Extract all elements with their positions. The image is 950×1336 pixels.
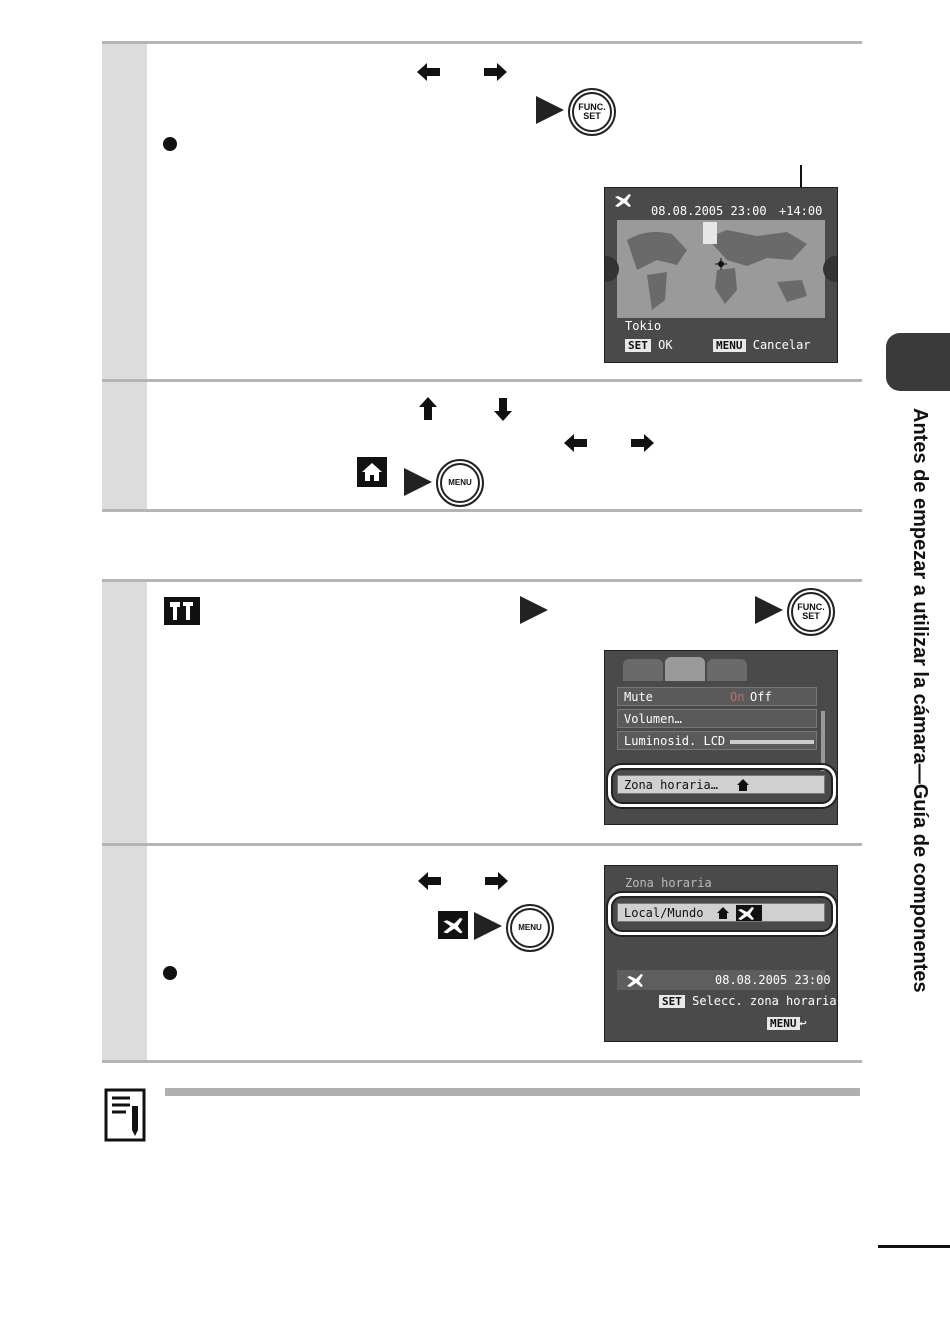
menu-row-volume bbox=[617, 709, 817, 728]
top-rule bbox=[102, 41, 862, 44]
left-arrow-icon bbox=[564, 433, 588, 453]
page-number-rule bbox=[878, 1245, 950, 1248]
left-arrow-icon bbox=[418, 871, 442, 891]
menu-row-label: Volumen… bbox=[624, 712, 682, 726]
up-arrow-icon bbox=[418, 397, 438, 421]
next-step-arrow-icon bbox=[755, 596, 783, 624]
airplane-icon bbox=[438, 911, 468, 939]
home-icon bbox=[357, 457, 387, 487]
step-rule bbox=[102, 843, 862, 846]
menu-chip: MENU bbox=[713, 339, 746, 352]
my-camera-tab-icon bbox=[707, 659, 747, 681]
down-arrow-icon bbox=[493, 397, 513, 421]
camera-tab-icon bbox=[623, 659, 663, 681]
menu-row-dim-value: On bbox=[730, 690, 745, 704]
step-gutter bbox=[102, 846, 147, 1061]
bullet bbox=[163, 966, 177, 980]
map-right-button-icon bbox=[823, 256, 837, 282]
note-pencil-icon bbox=[104, 1088, 146, 1142]
section-start-rule bbox=[102, 579, 862, 582]
menu-row-value: Off bbox=[750, 690, 772, 704]
menu-row-label: Luminosid. LCD bbox=[624, 734, 726, 748]
airplane-icon bbox=[613, 192, 633, 208]
menu-button-icon bbox=[436, 459, 484, 507]
set-chip: SET bbox=[625, 339, 651, 352]
right-arrow-icon bbox=[630, 433, 654, 453]
note-rule bbox=[165, 1088, 860, 1096]
cancel-label: Cancelar bbox=[752, 338, 811, 352]
next-step-arrow-icon bbox=[474, 912, 502, 940]
map-date-time: 08.08.2005 23:00 bbox=[651, 204, 767, 218]
step-gutter bbox=[102, 44, 147, 379]
right-arrow-icon bbox=[484, 871, 508, 891]
menu-button-label: MENU bbox=[440, 463, 480, 503]
step-gutter bbox=[102, 382, 147, 510]
scrollbar bbox=[821, 711, 825, 771]
menu-button-icon bbox=[506, 904, 554, 952]
world-map-screen bbox=[604, 187, 838, 363]
world-time-row bbox=[617, 970, 831, 990]
func-set-button-icon bbox=[787, 588, 835, 636]
setup-menu-screen bbox=[604, 650, 838, 825]
setup-tab-icon bbox=[665, 657, 705, 681]
world-map bbox=[617, 220, 825, 318]
world-date-time: 08.08.2005 23:00 bbox=[715, 973, 831, 987]
step-rule bbox=[102, 379, 862, 382]
chapter-tab bbox=[886, 333, 950, 391]
section-title-vertical: Antes de empezar a utilizar la cámara—Guía de componentes bbox=[909, 408, 931, 993]
ok-label: OK bbox=[658, 338, 673, 352]
highlight-ring bbox=[608, 765, 836, 807]
menu-row-label: Mute bbox=[624, 690, 653, 704]
func-label: FUNC. bbox=[797, 602, 825, 612]
time-zone-screen bbox=[604, 865, 838, 1042]
section-end-rule bbox=[102, 1060, 862, 1063]
bullet bbox=[163, 137, 177, 151]
set-chip: SET bbox=[659, 995, 685, 1008]
set-label: SET bbox=[583, 111, 601, 121]
map-city: Tokio bbox=[625, 319, 662, 333]
set-label: SET bbox=[802, 611, 820, 621]
next-step-arrow-icon bbox=[536, 96, 564, 124]
setup-wrench-icon bbox=[164, 597, 200, 625]
next-step-arrow-icon bbox=[520, 596, 548, 624]
func-set-button-icon bbox=[568, 88, 616, 136]
section-end-rule bbox=[102, 509, 862, 512]
step-gutter bbox=[102, 582, 147, 844]
brightness-slider bbox=[730, 740, 814, 744]
menu-row-label: Zona horaria… bbox=[624, 778, 718, 792]
right-arrow-icon bbox=[483, 62, 507, 82]
menu-row-lcd-brightness bbox=[617, 731, 817, 750]
local-world-label: Local/Mundo bbox=[624, 906, 704, 920]
menu-chip: MENU bbox=[767, 1017, 800, 1030]
select-zone-label: Selecc. zona horaria bbox=[692, 994, 837, 1008]
time-zone-header: Zona horaria bbox=[625, 876, 712, 890]
left-arrow-icon bbox=[417, 62, 441, 82]
airplane-icon bbox=[625, 972, 645, 992]
menu-row-mute bbox=[617, 687, 817, 706]
next-step-arrow-icon bbox=[404, 468, 432, 496]
time-difference: +14:00 bbox=[779, 204, 823, 218]
back-arrow-icon: ↩ bbox=[799, 1016, 807, 1030]
menu-button-label: MENU bbox=[510, 908, 550, 948]
func-label: FUNC. bbox=[578, 102, 606, 112]
highlight-ring bbox=[608, 893, 836, 935]
